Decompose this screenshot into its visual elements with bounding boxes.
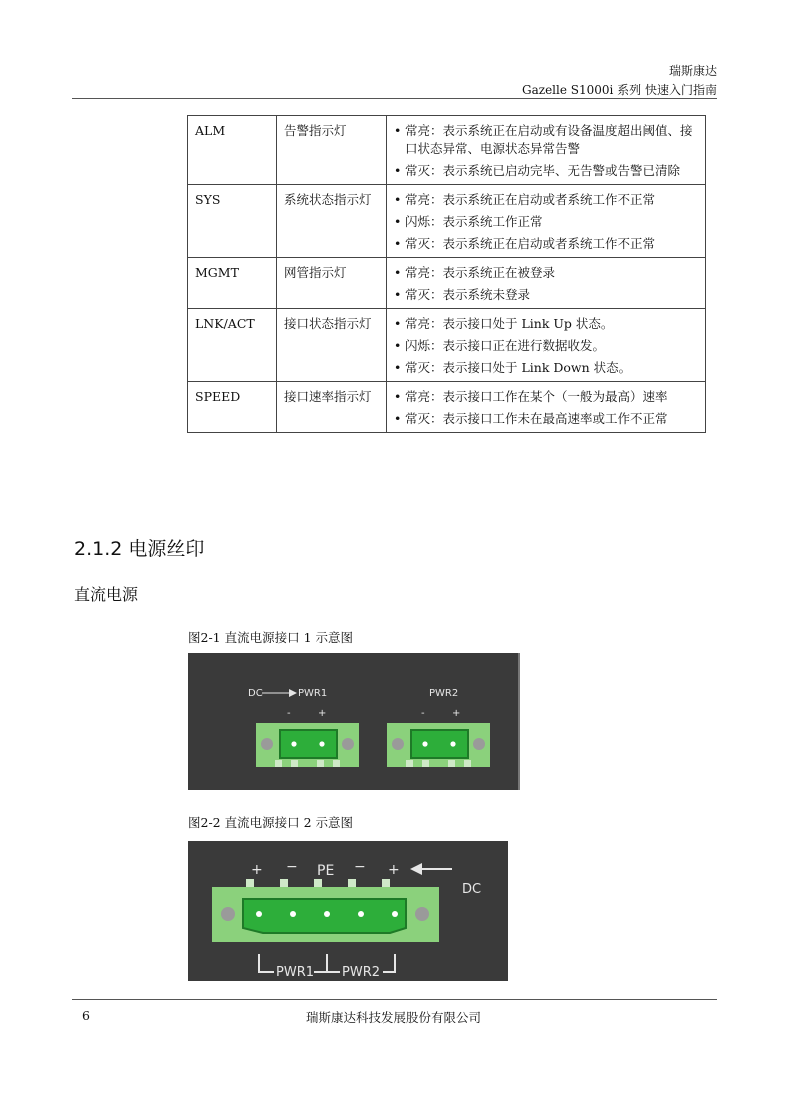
minus-label: - bbox=[421, 708, 425, 719]
led-state-item: • 常亮：表示系统正在启动或者系统工作不正常 bbox=[394, 191, 698, 209]
led-states bbox=[387, 258, 706, 309]
pwr1-label: PWR1 bbox=[298, 688, 328, 699]
header-product-title: Gazelle S1000i 系列 快速入门指南 bbox=[522, 83, 717, 97]
led-states bbox=[387, 185, 706, 258]
plus-label: + bbox=[251, 862, 263, 878]
arrow-icon bbox=[410, 863, 422, 875]
terminal-block-connector bbox=[212, 879, 439, 942]
led-state-item: • 常亮：表示系统正在被登录 bbox=[394, 264, 698, 282]
led-states bbox=[387, 309, 706, 382]
section-heading: 2.1.2 电源丝印 bbox=[74, 538, 205, 560]
pwr2-connector bbox=[387, 723, 490, 767]
footer-divider bbox=[72, 999, 717, 1000]
pe-label: PE bbox=[317, 863, 335, 879]
led-state-item: • 常灭：表示系统未登录 bbox=[394, 286, 698, 304]
header-company: 瑞斯康达 bbox=[668, 64, 717, 78]
figure-1-caption: 图2-1 直流电源接口 1 示意图 bbox=[188, 630, 354, 645]
led-name: LNK/ACT bbox=[188, 309, 277, 382]
led-state-item: • 常灭：表示系统已启动完毕、无告警或告警已清除 bbox=[394, 162, 698, 180]
led-row-sys bbox=[188, 185, 706, 258]
plus-label: + bbox=[452, 708, 461, 719]
dc-power-interface-1-figure bbox=[188, 653, 520, 790]
led-description: 接口速率指示灯 bbox=[277, 382, 387, 433]
led-states bbox=[387, 116, 706, 185]
led-states bbox=[387, 382, 706, 433]
pwr1-connector bbox=[256, 723, 359, 767]
dc-power-interface-2-figure bbox=[188, 841, 508, 981]
led-state-item: • 常灭：表示接口处于 Link Down 状态。 bbox=[394, 359, 698, 377]
led-state-item: • 闪烁：表示接口正在进行数据收发。 bbox=[394, 337, 698, 355]
pwr2-label: PWR2 bbox=[429, 688, 459, 699]
dc-label: DC bbox=[462, 882, 482, 897]
led-description: 网管指示灯 bbox=[277, 258, 387, 309]
led-state-item: • 常亮：表示系统正在启动或有设备温度超出阈值、接口状态异常、电源状态异常告警 bbox=[394, 122, 698, 158]
arrow-icon bbox=[289, 689, 297, 697]
led-description: 系统状态指示灯 bbox=[277, 185, 387, 258]
page-number: 6 bbox=[82, 1008, 90, 1023]
led-row-speed bbox=[188, 382, 706, 433]
led-state-item: • 常灭：表示接口工作未在最高速率或工作不正常 bbox=[394, 410, 698, 428]
minus-label: − bbox=[354, 859, 366, 875]
led-name: ALM bbox=[188, 116, 277, 185]
led-indicator-table bbox=[187, 115, 706, 433]
figure-2-caption: 图2-2 直流电源接口 2 示意图 bbox=[188, 815, 354, 830]
led-state-item: • 常亮：表示接口处于 Link Up 状态。 bbox=[394, 315, 698, 333]
minus-label: - bbox=[287, 708, 291, 719]
pwr1-label: PWR1 bbox=[276, 965, 314, 980]
led-name: SYS bbox=[188, 185, 277, 258]
minus-label: − bbox=[286, 859, 298, 875]
plus-label: + bbox=[318, 708, 327, 719]
header-divider bbox=[72, 98, 717, 99]
led-state-item: • 常亮：表示接口工作在某个（一般为最高）速率 bbox=[394, 388, 698, 406]
led-row-alm bbox=[188, 116, 706, 185]
led-description: 接口状态指示灯 bbox=[277, 309, 387, 382]
subsection-heading: 直流电源 bbox=[74, 585, 139, 604]
led-state-item: • 闪烁：表示系统工作正常 bbox=[394, 213, 698, 231]
led-state-item: • 常灭：表示系统正在启动或者系统工作不正常 bbox=[394, 235, 698, 253]
led-name: SPEED bbox=[188, 382, 277, 433]
led-row-mgmt bbox=[188, 258, 706, 309]
led-name: MGMT bbox=[188, 258, 277, 309]
pwr2-label: PWR2 bbox=[342, 965, 380, 980]
dc-label: DC bbox=[248, 688, 263, 699]
led-description: 告警指示灯 bbox=[277, 116, 387, 185]
footer-company: 瑞斯康达科技发展股份有限公司 bbox=[305, 1010, 481, 1025]
led-row-lnk-act bbox=[188, 309, 706, 382]
plus-label: + bbox=[388, 862, 400, 878]
